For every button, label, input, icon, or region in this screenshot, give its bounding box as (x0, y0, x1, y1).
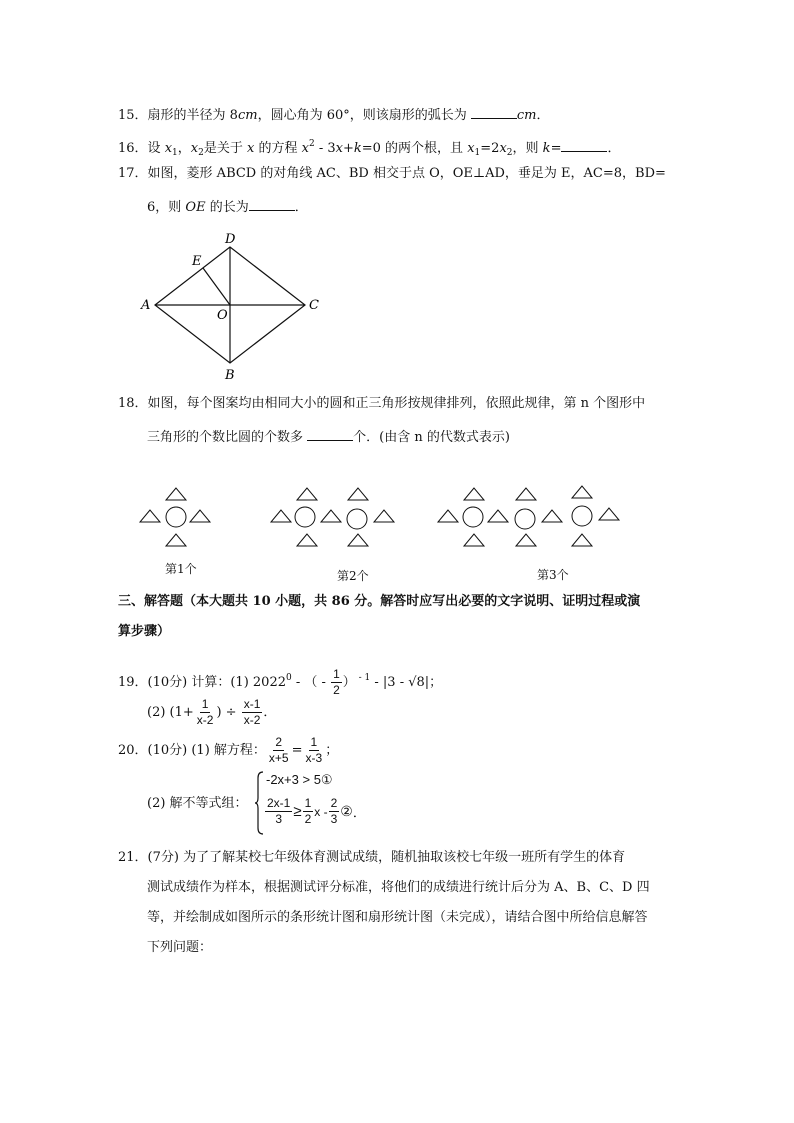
label-b: B (225, 368, 235, 383)
triangle (297, 488, 317, 500)
pattern-1 (140, 488, 210, 546)
triangle (297, 534, 317, 546)
triangle (438, 510, 458, 522)
pattern-3 (438, 486, 619, 546)
inequality-1: -2x+3 > 5① (266, 772, 333, 787)
pattern-figures (130, 478, 630, 558)
inequality-2: $\frac{2x-1}{3}$ ≥ $\frac{1}{2}$ x - $\frac{2}{3}$ ② ． (267, 796, 366, 826)
triangle (464, 488, 484, 500)
question-21-line2: 测试成绩作为样本，根据测试评分标准，将他们的成绩进行统计后分为 A、B、C、D 四 (147, 880, 650, 895)
question-18-line2: 三角形的个数比圆的个数多 个．(由含 n 的代数式表示) (147, 426, 510, 448)
triangle (321, 510, 341, 522)
pattern-2-caption: 第2个 (337, 569, 369, 583)
question-21-line3: 等，并绘制成如图所示的条形统计图和扇形统计图（未完成），请结合图中所给信息解答 (147, 910, 648, 925)
triangle (599, 508, 619, 520)
triangle (190, 510, 210, 522)
section-3-heading: 三、解答题（本大题共 10 小题，共 86 分。解答时应写出必要的文字说明、证明过程或演 (118, 594, 641, 609)
question-15: 15．扇形的半径为 8cm，圆心角为 60°，则该扇形的弧长为 cm． (118, 104, 550, 126)
pattern-1-caption: 第1个 (165, 562, 197, 576)
answer-blank[interactable] (249, 196, 295, 211)
section-3-heading-line2: 算步骤） (118, 624, 171, 639)
label-o: O (217, 308, 228, 323)
question-16: 16．设 $x_1$，$x_2$是关于 x 的方程 $x^2 - 3x+k=0$ 的两个根，且 $x_1=2x_2$，则 k= ． (118, 139, 621, 158)
circle (347, 509, 367, 529)
rhombus-figure (135, 228, 335, 383)
circle (515, 509, 535, 529)
inequality-system (254, 770, 404, 836)
question-21: 21．(7分) 为了了解某校七年级体育测试成绩，随机抽取该校七年级一班所有学生的体育 (118, 850, 626, 865)
triangle (542, 510, 562, 522)
answer-blank[interactable] (307, 426, 353, 441)
triangle (271, 510, 291, 522)
triangle (516, 488, 536, 500)
left-brace (254, 770, 264, 836)
fraction: $\frac{1}{x-3}$ (305, 735, 323, 765)
triangle (488, 510, 508, 522)
fraction: $\frac{x-1}{x-2}$ (243, 697, 261, 727)
circle (572, 506, 592, 526)
triangle (140, 510, 160, 522)
label-d: D (225, 232, 236, 247)
label-a: A (141, 298, 151, 313)
question-18: 18．如图，每个图案均由相同大小的圆和正三角形按规律排列，依照此规律，第 n 个图形中 (118, 396, 646, 411)
pattern-3-caption: 第3个 (537, 568, 569, 582)
triangle (348, 488, 368, 500)
circle (463, 507, 483, 527)
label-e: E (192, 254, 202, 269)
label-c: C (309, 298, 319, 313)
fraction: $\frac{1}{x-2}$ (196, 697, 214, 727)
triangle (464, 534, 484, 546)
fraction-one-half: $\frac{1}{2}$ (333, 667, 340, 697)
triangle (516, 534, 536, 546)
circle (166, 507, 186, 527)
circle (295, 507, 315, 527)
triangle (166, 534, 186, 546)
triangle (348, 534, 368, 546)
triangle (166, 488, 186, 500)
answer-blank[interactable] (471, 104, 517, 119)
q15-number: 15． (118, 108, 148, 123)
question-19-part2: (2) (1+ $\frac{1}{x-2}$ ) ÷ $\frac{x-1}{x-2}$ ． (147, 697, 277, 727)
question-20-part2: (2) 解不等式组： (147, 796, 248, 811)
triangle (374, 510, 394, 522)
triangle (572, 534, 592, 546)
question-21-line4: 下列问题： (147, 940, 213, 955)
segment-oe (203, 268, 230, 305)
question-17: 17．如图，菱形 ABCD 的对角线 AC、BD 相交于点 O，OE⊥AD，垂足为 E，AC=8，BD= (118, 166, 666, 181)
fraction: $\frac{2}{x+5}$ (268, 735, 289, 765)
question-19: 19．(10分) 计算：(1) 2022$^0$ - （ - $\frac{1}{2}$ ） $^{- 1}$ - |3 - √8|； (118, 667, 443, 697)
question-20: 20．(10分) (1) 解方程： $\frac{2}{x+5}$ = $\frac{1}{x-3}$ ； (118, 735, 339, 765)
answer-blank[interactable] (561, 137, 607, 152)
triangle (572, 486, 592, 498)
question-17-line2: 6，则 OE 的长为 ． (147, 196, 308, 218)
pattern-2 (271, 488, 394, 546)
